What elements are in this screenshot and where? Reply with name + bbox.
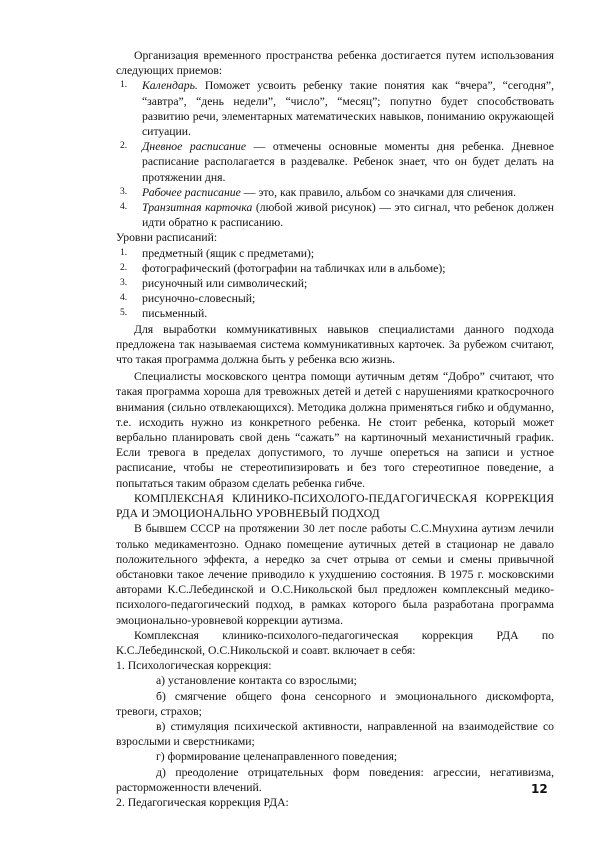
list-number: 1.	[120, 247, 128, 258]
list-text: письменный.	[142, 307, 208, 321]
list-item	[120, 139, 554, 185]
document-page	[116, 48, 554, 810]
list-number: 2.	[120, 262, 128, 273]
complex-paragraph: Комплексная клинико-психолого-педагогическая коррекция РДА по К.С.Лебединской, О.С.Никольской и соавт. включает в себя:	[116, 628, 554, 657]
list-text: предметный (ящик с предметами);	[142, 246, 315, 260]
list-number: 2.	[120, 141, 128, 152]
method-text: (любой живой рисунок) — это сигнал, что ребенок должен идти обратно к расписанию.	[142, 201, 554, 230]
method-term: Дневное расписание	[142, 140, 247, 154]
method-text: — отмечены основные моменты дня ребенка. Дневное расписание располагается в раздевалке. Ребенок знает, что он будет делать на протяжении дня.	[142, 140, 554, 184]
list-number: 5.	[120, 308, 128, 319]
list-item	[120, 306, 554, 321]
ped-correction-title: 2. Педагогическая коррекция РДА:	[116, 795, 289, 809]
psych-item: в) стимуляция психической активности, направленной на взаимодействие со взрослыми и сверстниками;	[116, 719, 554, 749]
levels-title: Уровни расписаний:	[116, 231, 218, 245]
psych-item: г) формирование целенаправленного поведения;	[156, 750, 398, 764]
method-term: Рабочее расписание	[142, 185, 241, 199]
list-number: 3.	[120, 186, 128, 197]
list-item	[120, 200, 554, 230]
list-item	[120, 291, 554, 306]
list-number: 1.	[120, 80, 128, 91]
method-text: — это, как правило, альбом со значками для сличения.	[240, 185, 517, 199]
list-number: 4.	[120, 202, 128, 213]
levels-list	[116, 246, 554, 322]
section-heading: КОМПЛЕКСНАЯ КЛИНИКО-ПСИХОЛОГО-ПЕДАГОГИЧЕСКАЯ КОРРЕКЦИЯ РДА И ЭМОЦИОНАЛЬНО УРОВНЕВЫЙ ПОДХОД	[116, 491, 554, 521]
specialists-paragraph: Специалисты московского центра помощи аутичным детям “Добро” считают, что такая программа хороша для тревожных детей и детей с нарушениями краткосрочного внимания (сильно отвлекающихся). Методика должна применяться гибко и обдуманно, т.е. исходить нужно из конкретного ребенка. Не стоит ребенка, который может вербально планировать свой день “сажать” на картиночный механистичный график. Если тревога в пределах допустимого, то лучше опереться на записи и устное расписание, чтобы не стереотипизировать и без того стереотипное поведение, а попытаться таким образом сделать ребенка гибче.	[116, 370, 554, 490]
psych-item: а) установление контакта со взрослыми;	[156, 674, 357, 688]
intro-paragraph: Организация временного пространства ребенка достигается путем использования следующих приемов:	[116, 49, 554, 78]
page-number: 12	[531, 782, 548, 796]
list-item	[120, 276, 554, 291]
psych-item: д) преодоление отрицательных форм поведения: агрессии, негативизма, расторможенности влечений.	[116, 765, 554, 794]
list-text: фотографический (фотографии на табличках или в альбоме);	[142, 261, 446, 275]
list-item	[120, 261, 554, 276]
list-item	[120, 185, 554, 200]
method-text: Поможет усвоить ребенку такие понятия как “вчера”, “сегодня”, “завтра”, “день недели”, “число”, “месяц”; попутно будет способствовать развитию речи, элементарных математических навыков, пониманию окружающей ситуации.	[142, 79, 554, 139]
ussr-paragraph: В бывшем СССР на протяжении 30 лет после работы С.С.Мнухина аутизм лечили только медикаментозно. Однако помещение аутичных детей в стационар не давало положительного эффекта, а нередко за счет отрыва от семьи и смены привычной обстановки такое лечение приводило к ухудшению состояния. В 1975 г. московскими авторами К.С.Лебединской и О.С.Никольской был предложен комплексный медико-психолого-педагогический подход, в рамках которого была разработана программа эмоционально-уровневой коррекции аутизма.	[116, 522, 554, 627]
list-number: 3.	[120, 278, 128, 289]
methods-list	[116, 78, 554, 230]
list-item	[120, 78, 554, 139]
method-term: Календарь.	[142, 79, 198, 93]
psych-correction-title: 1. Психологическая коррекция:	[116, 659, 272, 673]
list-text: рисуночно-словесный;	[142, 292, 256, 306]
psych-item: б) смягчение общего фона сенсорного и эмоционального дискомфорта, тревоги, страхов;	[116, 689, 554, 718]
list-item	[120, 246, 554, 261]
list-number: 4.	[120, 293, 128, 304]
list-text: рисуночный или символический;	[142, 277, 308, 291]
method-term: Транзитная карточка	[142, 201, 253, 215]
communication-paragraph: Для выработки коммуникативных навыков специалистами данного подхода предложена так называемая система коммуникативных карточек. За рубежом считают, что такая программа должна быть у ребенка всю жизнь.	[116, 322, 554, 367]
